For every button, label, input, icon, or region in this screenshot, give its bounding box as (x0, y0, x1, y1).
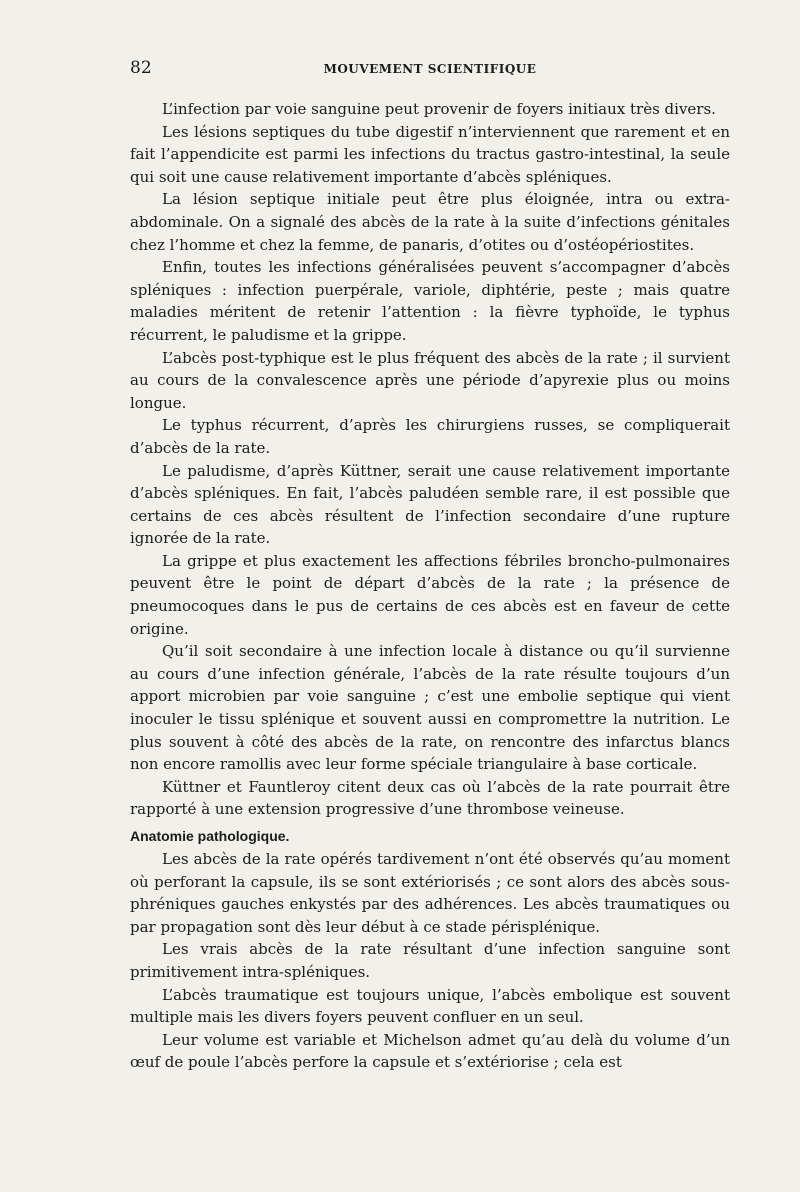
paragraph: Le paludisme, d’après Küttner, serait une cause relativement importante d’abcès spléniques. En fait, l’abcès paludéen semble rare, il est possible que certains de ces abcès résultent de l’infection secondaire d’une rupture ignorée de la rate. (130, 461, 730, 548)
paragraph: La grippe et plus exactement les affections fébriles broncho-pulmonaires peuvent être le point de départ d’abcès de la rate ; la présence de pneumocoques dans le pus de certains de ces abcès est en faveur de cette origine. (130, 551, 730, 638)
paragraph: Le typhus récurrent, d’après les chirurgiens russes, se compliquerait d’abcès de la rate. (130, 416, 730, 457)
section-heading: Anatomie pathologique. (130, 828, 290, 844)
running-header (130, 58, 730, 84)
paragraph: L’abcès traumatique est toujours unique, l’abcès embolique est souvent multiple mais les divers foyers peuvent confluer en un seul. (130, 985, 730, 1027)
body-text (130, 98, 730, 1074)
paragraph: Les abcès de la rate opérés tardivement n’ont été observés qu’au moment où perforant la capsule, ils se sont extériorisés ; ce sont alors des abcès sous-phréniques gauches enkystés par des adhérences. Les abcès traumatiques ou par propagation sont dès leur début à ce stade périsplénique. (130, 850, 730, 936)
paragraph: Enfin, toutes les infections généralisées peuvent s’accompagner d’abcès spléniques : infection puerpérale, variole, diphtérie, peste ; mais quatre maladies méritent de retenir l’attention : la fièvre typhoïde, le typhus récurrent, le paludisme et la grippe. (130, 258, 730, 344)
paragraph: Qu’il soit secondaire à une infection locale à distance ou qu’il survienne au cours d’une infection générale, l’abcès de la rate résulte toujours d’un apport microbien par voie sanguine ; c’est une embolie septique qui vient inoculer le tissu splénique et souvent aussi en compromettre la nutrition. Le plus souvent à côté des abcès de la rate, on rencontre des infarctus blancs non encore ramollis avec leur forme spéciale triangulaire à base corticale. (130, 642, 730, 774)
paragraph: Les vrais abcès de la rate résultant d’une infection sanguine sont primitivement intra-spléniques. (130, 940, 730, 981)
running-title: MOUVEMENT SCIENTIFIQUE (323, 62, 537, 76)
paragraph: La lésion septique initiale peut être plus éloignée, intra ou extra-abdominale. On a signalé des abcès de la rate à la suite d’infections génitales chez l’homme et chez la femme, de panaris, d’otites ou d’ostéopériostites. (130, 190, 730, 254)
paragraph: L’infection par voie sanguine peut provenir de foyers initiaux très divers. (162, 100, 716, 118)
paragraph: L’abcès post-typhique est le plus fréquent des abcès de la rate ; il survient au cours de la convalescence après une période d’apyrexie plus ou moins longue. (130, 348, 730, 412)
paragraph: Küttner et Fauntleroy citent deux cas où l’abcès de la rate pourrait être rapporté à une extension progressive d’une thrombose veineuse. (130, 777, 730, 819)
page-number: 82 (130, 58, 152, 78)
paragraph: Leur volume est variable et Michelson admet qu’au delà du volume d’un œuf de poule l’abcès perfore la capsule et s’extériorise ; cela est (130, 1030, 730, 1072)
paragraph: Les lésions septiques du tube digestif n’interviennent que rarement et en fait l’appendicite est parmi les infections du tractus gastro-intestinal, la seule qui soit une cause relativement importante d’abcès spléniques. (130, 122, 730, 186)
